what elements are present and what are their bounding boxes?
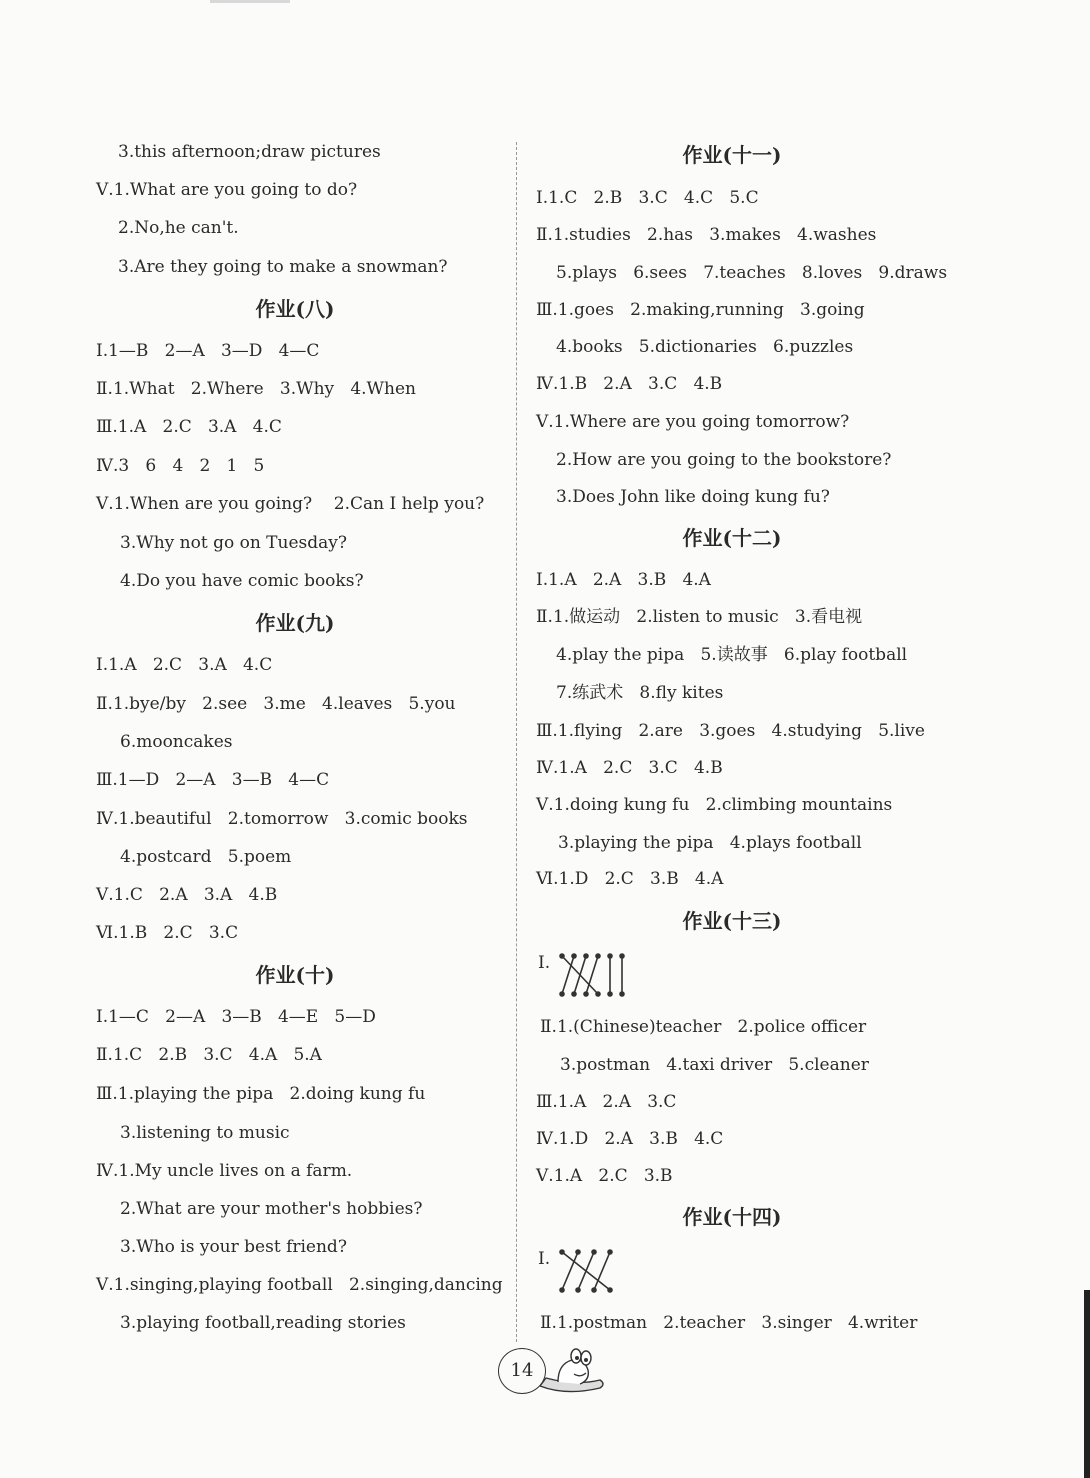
page-footer [498, 1346, 608, 1398]
answer-line: Ⅱ.1.做运动 2.listen to music 3.看电视 [536, 607, 863, 627]
answer-line: Ⅴ.1.doing kung fu 2.climbing mountains [536, 795, 893, 815]
answer-line: Ⅰ.1.C 2.B 3.C 4.C 5.C [536, 188, 759, 208]
section-heading-13: 作业(十三) [682, 909, 782, 933]
answer-line: 3.playing football,reading stories [120, 1313, 406, 1333]
answer-line: Ⅴ.1.C 2.A 3.A 4.B [96, 885, 278, 905]
answer-line: Ⅱ.1.C 2.B 3.C 4.A 5.A [96, 1045, 322, 1065]
answer-line: 3.Who is your best friend? [120, 1237, 347, 1257]
page-number: 14 [498, 1348, 546, 1394]
section-heading-8: 作业(八) [255, 297, 335, 321]
answer-line: 7.练武术 8.fly kites [556, 683, 724, 703]
answer-line: 3.Are they going to make a snowman? [118, 257, 448, 277]
answer-line: Ⅲ.1.goes 2.making,running 3.going [536, 300, 865, 320]
answer-line: Ⅴ.1.What are you going to do? [96, 180, 358, 200]
section-heading-10: 作业(十) [255, 963, 335, 987]
column-divider [516, 142, 517, 1342]
answer-line: Ⅲ.1.playing the pipa 2.doing kung fu [96, 1084, 426, 1104]
answer-line: Ⅳ.1.D 2.A 3.B 4.C [536, 1129, 724, 1149]
answer-line: Ⅱ.1.studies 2.has 3.makes 4.washes [536, 225, 877, 245]
answer-line: 3.listening to music [120, 1123, 290, 1143]
answer-line: Ⅰ.1—C 2—A 3—B 4—E 5—D [96, 1007, 376, 1027]
answer-line: 5.plays 6.sees 7.teaches 8.loves 9.draws [556, 263, 948, 283]
answer-line: 4.books 5.dictionaries 6.puzzles [556, 337, 854, 357]
answer-line: Ⅳ.1.A 2.C 3.C 4.B [536, 758, 723, 778]
section-heading-11: 作业(十一) [682, 143, 782, 167]
answer-line: Ⅵ.1.D 2.C 3.B 4.A [536, 869, 724, 889]
answer-line: Ⅲ.1.A 2.C 3.A 4.C [96, 417, 282, 437]
answer-line: 2.How are you going to the bookstore? [556, 450, 892, 470]
answer-line: Ⅵ.1.B 2.C 3.C [96, 923, 239, 943]
answer-line: Ⅴ.1.A 2.C 3.B [536, 1166, 673, 1186]
answer-line: Ⅳ.1.My uncle lives on a farm. [96, 1161, 353, 1181]
section-heading-14: 作业(十四) [682, 1205, 782, 1229]
answer-line: Ⅲ.1.A 2.A 3.C [536, 1092, 677, 1112]
mascot-icon [536, 1346, 608, 1402]
scan-edge [1084, 1290, 1090, 1478]
matching-label: Ⅰ. [538, 953, 551, 973]
answer-line: 3.postman 4.taxi driver 5.cleaner [560, 1055, 869, 1075]
answer-line: Ⅰ.1.A 2.C 3.A 4.C [96, 655, 273, 675]
matching-lines-figure [556, 1246, 626, 1298]
answer-line: Ⅴ.1.When are you going? 2.Can I help you? [96, 494, 485, 514]
answer-line: 3.Why not go on Tuesday? [120, 533, 347, 553]
answer-line: Ⅴ.1.Where are you going tomorrow? [536, 412, 850, 432]
answer-line: 3.Does John like doing kung fu? [556, 487, 830, 507]
answer-line: Ⅰ.1.A 2.A 3.B 4.A [536, 570, 711, 590]
answer-line: Ⅱ.1.postman 2.teacher 3.singer 4.writer [540, 1313, 918, 1333]
answer-line: Ⅳ.3 6 4 2 1 5 [96, 456, 265, 476]
answer-line: Ⅴ.1.singing,playing football 2.singing,dancing [96, 1275, 503, 1295]
answer-line: Ⅳ.1.B 2.A 3.C 4.B [536, 374, 723, 394]
answer-line: 4.postcard 5.poem [120, 847, 292, 867]
top-mark [210, 0, 290, 3]
answer-line: Ⅲ.1.flying 2.are 3.goes 4.studying 5.live [536, 721, 925, 741]
section-heading-12: 作业(十二) [682, 526, 782, 550]
answer-line: 2.No,he can't. [118, 218, 239, 238]
section-heading-9: 作业(九) [255, 611, 335, 635]
matching-label: Ⅰ. [538, 1249, 551, 1269]
answer-line: Ⅲ.1—D 2—A 3—B 4—C [96, 770, 330, 790]
answer-line: 6.mooncakes [120, 732, 233, 752]
matching-lines-figure [556, 950, 636, 1002]
answer-line: Ⅳ.1.beautiful 2.tomorrow 3.comic books [96, 809, 468, 829]
answer-line: Ⅱ.1.bye/by 2.see 3.me 4.leaves 5.you [96, 694, 456, 714]
answer-line: 4.Do you have comic books? [120, 571, 364, 591]
answer-line: 3.this afternoon;draw pictures [118, 142, 381, 162]
answer-line: Ⅱ.1.(Chinese)teacher 2.police officer [540, 1017, 867, 1037]
answer-line: Ⅰ.1—B 2—A 3—D 4—C [96, 341, 320, 361]
answer-line: 4.play the pipa 5.读故事 6.play football [556, 645, 908, 665]
answer-line: 2.What are your mother's hobbies? [120, 1199, 423, 1219]
answer-line: 3.playing the pipa 4.plays football [558, 833, 862, 853]
answer-line: Ⅱ.1.What 2.Where 3.Why 4.When [96, 379, 416, 399]
